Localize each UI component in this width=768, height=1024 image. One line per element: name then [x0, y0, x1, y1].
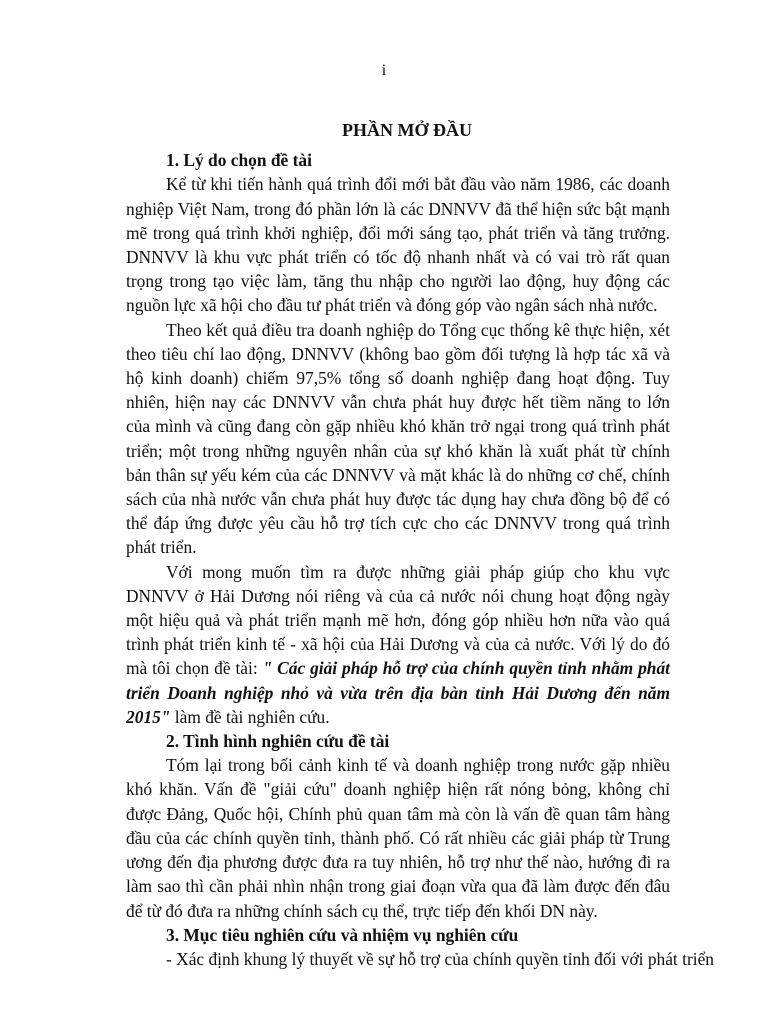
section-1-paragraph-2: Theo kết quả điều tra doanh nghiệp do Tổng cục thống kê thực hiện, xét theo tiêu chí lao động, DNNVV (không bao gồm đối tượng là hợp tác xã và hộ kinh doanh) chiếm 97,5% tổng số doanh nghiệp đang hoạt động. Tuy nhiên, hiện nay các DNNVV vẫn chưa phát huy được hết tiềm năng to lớn của mình và cũng đang còn gặp nhiều khó khăn trở ngại trong quá trình phát triển; một trong những nguyên nhân của sự khó khăn là xuất phát từ chính bản thân sự yếu kém của các DNNVV và mặt khác là do những cơ chế, chính sách của nhà nước vẫn chưa phát huy được tác dụng hay chưa đồng bộ để có thể đáp ứng được yêu cầu hỗ trợ tích cực cho các DNNVV trong quá trình phát triển.	[126, 319, 670, 558]
thesis-title-emphasis: " Các giải pháp hỗ trợ của chính quyền tỉnh nhằm phát triển Doanh nghiệp nhỏ và vừa trên địa bàn tỉnh Hải Dương đến năm 2015"	[126, 658, 670, 727]
section-3-bullet-1: - Xác định khung lý thuyết về sự hỗ trợ của chính quyền tỉnh đối với phát triển	[166, 948, 714, 969]
page-number: i	[381, 62, 387, 79]
section-2-heading: 2. Tình hình nghiên cứu đề tài	[166, 731, 390, 752]
section-1-heading: 1. Lý do chọn đề tài	[166, 150, 312, 171]
paragraph-3-start: Với mong muốn tìm ra được những giải pháp giúp cho khu vực DNNVV ở Hải Dương nói riêng và của cả nước nói chung hoạt động ngày một hiệu quả và phát triển mạnh mẽ hơn, đóng góp nhiều hơn nữa vào quá trình phát triển kinh tế - xã hội của Hải Dương và của cả nước. Với lý do đó mà tôi chọn đề tài:	[126, 561, 670, 679]
document-body	[126, 118, 714, 971]
section-3-heading: 3. Mục tiêu nghiên cứu và nhiệm vụ nghiên cứu	[166, 924, 519, 945]
paragraph-3-end: làm đề tài nghiên cứu.	[170, 706, 330, 727]
section-1-paragraph-1: Kể từ khi tiến hành quá trình đổi mới bắt đầu vào năm 1986, các doanh nghiệp Việt Nam, trong đó phần lớn là các DNNVV đã thể hiện sức bật mạnh mẽ trong quá trình khởi nghiệp, đổi mới sáng tạo, phát triển và tăng trưởng. DNNVV là khu vực phát triển có tốc độ nhanh nhất và có vai trò rất quan trọng trong tạo việc làm, tăng thu nhập cho người lao động, huy động các nguồn lực xã hội cho đầu tư phát triển và đóng góp vào ngân sách nhà nước.	[126, 174, 670, 316]
section-1-paragraph-3	[126, 560, 670, 729]
page-title: PHẦN MỞ ĐẦU	[342, 120, 472, 140]
section-2-paragraph-1: Tóm lại trong bối cảnh kinh tế và doanh nghiệp trong nước gặp nhiều khó khăn. Vấn đề "giải cứu" doanh nghiệp hiện rất nóng bỏng, không chỉ được Đảng, Quốc hội, Chính phủ quan tâm mà còn là vấn đề quan tâm hàng đầu của các chính quyền tỉnh, thành phố. Có rất nhiều các giải pháp từ Trung ương đến địa phương được đưa ra tuy nhiên, hỗ trợ như thế nào, hướng đi ra làm sao thì cần phải nhìn nhận trong giai đoạn vừa qua đã làm được đến đâu để từ đó đưa ra những chính sách cụ thể, trực tiếp đến khối DN này.	[126, 755, 670, 921]
